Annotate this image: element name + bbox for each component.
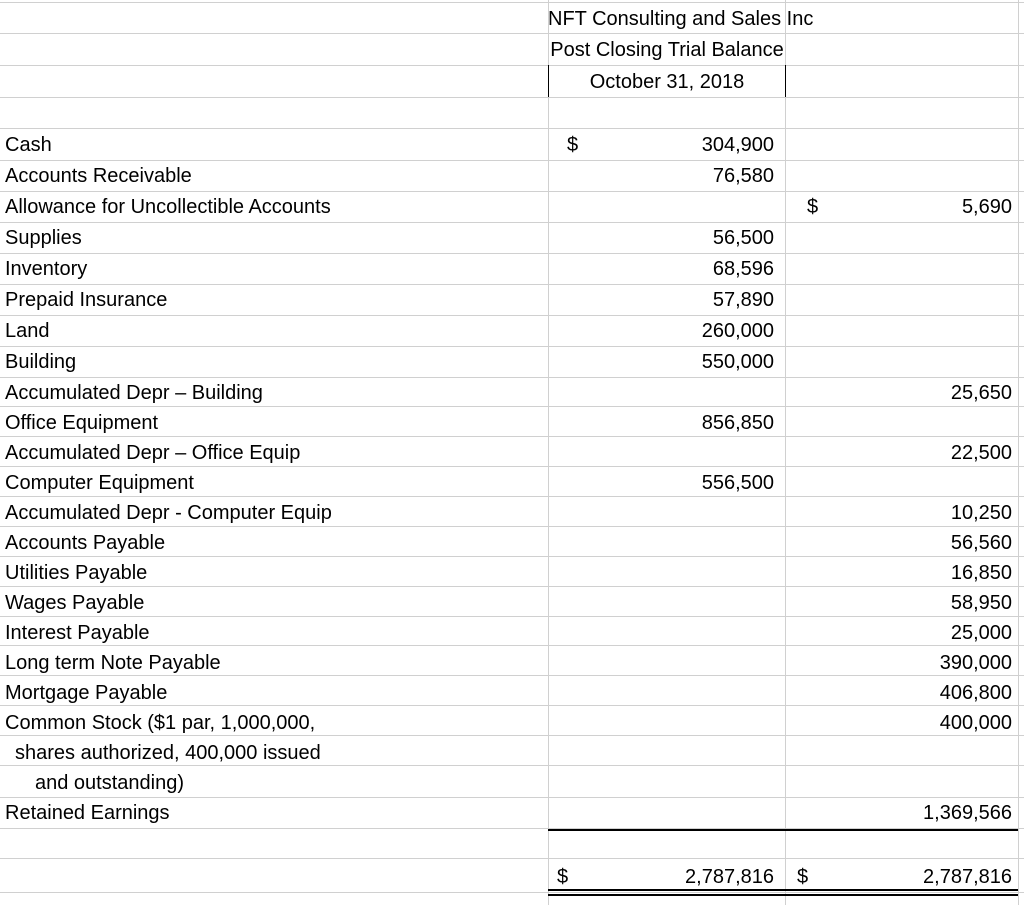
account-name: Accounts Payable bbox=[5, 532, 166, 554]
account-name: Accumulated Depr - Computer Equip bbox=[5, 502, 332, 524]
report-date: October 31, 2018 bbox=[589, 71, 745, 93]
account-name: Prepaid Insurance bbox=[5, 289, 168, 311]
grid-row-line bbox=[0, 406, 1024, 407]
grid-row-line bbox=[0, 765, 1024, 766]
account-name-continued: and outstanding) bbox=[35, 772, 185, 794]
grid-row-line bbox=[0, 253, 1024, 254]
account-name: Supplies bbox=[5, 227, 82, 249]
account-name: Cash bbox=[5, 134, 52, 156]
account-name: Accumulated Depr – Building bbox=[5, 382, 263, 404]
grid-row-line bbox=[0, 797, 1024, 798]
debit-amount: 550,000 bbox=[701, 351, 774, 373]
double-underline-top bbox=[548, 889, 1018, 891]
grid-row-line bbox=[0, 377, 1024, 378]
account-name: Office Equipment bbox=[5, 412, 159, 434]
credit-amount: 10,250 bbox=[950, 502, 1012, 524]
grid-col-line bbox=[548, 0, 549, 905]
grid-col-line bbox=[785, 0, 786, 905]
grid-row-line bbox=[0, 346, 1024, 347]
grid-row-line bbox=[0, 586, 1024, 587]
grid-row-line bbox=[0, 284, 1024, 285]
grid-row-line bbox=[0, 616, 1024, 617]
account-name: Accounts Receivable bbox=[5, 165, 192, 187]
account-name: Land bbox=[5, 320, 50, 342]
debit-amount: 856,850 bbox=[701, 412, 774, 434]
total-credit: 2,787,816 bbox=[923, 866, 1012, 888]
account-name: Interest Payable bbox=[5, 622, 150, 644]
credit-amount: 22,500 bbox=[950, 442, 1012, 464]
account-name-continued: shares authorized, 400,000 issued bbox=[15, 742, 321, 764]
account-name: Common Stock ($1 par, 1,000,000, bbox=[5, 712, 316, 734]
grid-row-line bbox=[0, 128, 1024, 129]
report-title: Post Closing Trial Balance bbox=[550, 39, 784, 61]
grid-row-line bbox=[0, 892, 1024, 893]
grid-row-line bbox=[0, 645, 1024, 646]
account-name: Allowance for Uncollectible Accounts bbox=[5, 196, 331, 218]
grid-row-line bbox=[0, 2, 1024, 3]
grid-col-line bbox=[1018, 0, 1019, 905]
grid-row-line bbox=[0, 97, 1024, 98]
debit-amount: 76,580 bbox=[712, 165, 774, 187]
grid-row-line bbox=[0, 191, 1024, 192]
credit-amount: 5,690 bbox=[961, 196, 1012, 218]
grid-row-line bbox=[0, 735, 1024, 736]
grid-row-line bbox=[0, 526, 1024, 527]
grid-row-line bbox=[0, 556, 1024, 557]
grid-row-line bbox=[0, 466, 1024, 467]
grid-row-line bbox=[0, 65, 1024, 66]
grid-row-line bbox=[0, 222, 1024, 223]
credit-amount: 25,000 bbox=[950, 622, 1012, 644]
account-name: Computer Equipment bbox=[5, 472, 194, 494]
company-name: NFT Consulting and Sales Inc bbox=[548, 8, 814, 30]
account-name: Accumulated Depr – Office Equip bbox=[5, 442, 301, 464]
credit-amount: 400,000 bbox=[939, 712, 1012, 734]
credit-amount: 58,950 bbox=[950, 592, 1012, 614]
account-name: Mortgage Payable bbox=[5, 682, 168, 704]
grid-row-line bbox=[0, 436, 1024, 437]
debit-amount: 68,596 bbox=[712, 258, 774, 280]
grid-row-line bbox=[0, 675, 1024, 676]
debit-amount: 56,500 bbox=[712, 227, 774, 249]
total-credit-dollar: $ bbox=[797, 866, 809, 888]
grid-row-line bbox=[0, 315, 1024, 316]
total-debit-dollar: $ bbox=[557, 866, 569, 888]
total-debit: 2,787,816 bbox=[685, 866, 774, 888]
account-name: Long term Note Payable bbox=[5, 652, 221, 674]
account-name: Wages Payable bbox=[5, 592, 145, 614]
grid-row-line bbox=[0, 33, 1024, 34]
double-underline-bottom bbox=[548, 894, 1018, 896]
total-rule bbox=[548, 829, 1018, 831]
account-name: Building bbox=[5, 351, 77, 373]
account-name: Utilities Payable bbox=[5, 562, 148, 584]
account-name: Inventory bbox=[5, 258, 88, 280]
debit-amount: 304,900 bbox=[701, 134, 774, 156]
debit-amount: 57,890 bbox=[712, 289, 774, 311]
credit-amount: 406,800 bbox=[939, 682, 1012, 704]
credit-amount: 16,850 bbox=[950, 562, 1012, 584]
debit-amount: 556,500 bbox=[701, 472, 774, 494]
debit-amount: 260,000 bbox=[701, 320, 774, 342]
grid-row-line bbox=[0, 160, 1024, 161]
credit-amount: 25,650 bbox=[950, 382, 1012, 404]
grid-row-line bbox=[0, 705, 1024, 706]
credit-amount: 1,369,566 bbox=[923, 802, 1012, 824]
credit-amount: 390,000 bbox=[939, 652, 1012, 674]
debit-dollar-sign: $ bbox=[567, 134, 579, 156]
credit-dollar-sign: $ bbox=[807, 196, 819, 218]
grid-row-line bbox=[0, 496, 1024, 497]
grid-row-line bbox=[0, 858, 1024, 859]
credit-amount: 56,560 bbox=[950, 532, 1012, 554]
account-name: Retained Earnings bbox=[5, 802, 170, 824]
